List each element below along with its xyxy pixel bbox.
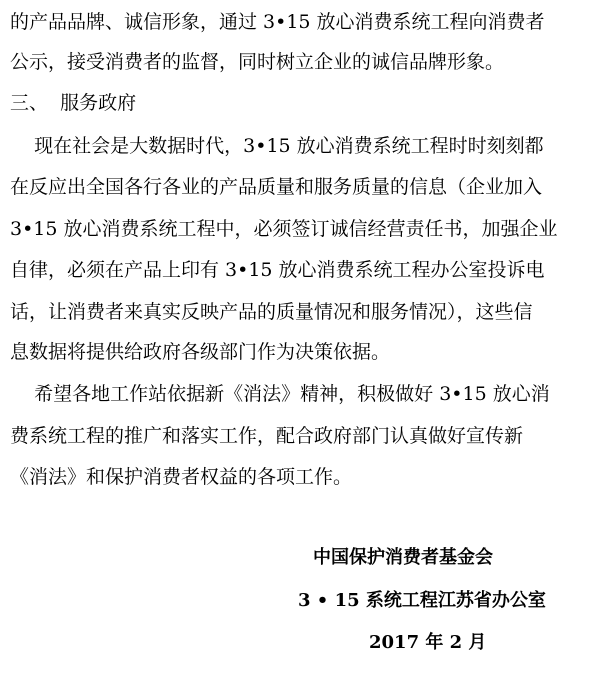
signature-office: 3 • 15 系统工程江苏省办公室: [298, 590, 546, 611]
body-line-9: 希望各地工作站依据新《消法》精神，积极做好 3•15 放心消: [10, 383, 550, 405]
body-line-3: 现在社会是大数据时代，3•15 放心消费系统工程时时刻刻都: [10, 135, 544, 157]
body-line-4: 在反应出全国各行各业的产品质量和服务质量的信息（企业加入: [10, 176, 543, 198]
section-heading: 三、 服务政府: [10, 92, 137, 114]
body-line-2: 公示，接受消费者的监督，同时树立企业的诚信品牌形象。: [10, 51, 505, 73]
signature-date: 2017 年 2 月: [369, 632, 487, 653]
body-line-5: 3•15 放心消费系统工程中，必须签订诚信经营责任书，加强企业: [10, 218, 558, 240]
body-line-6: 自律，必须在产品上印有 3•15 放心消费系统工程办公室投诉电: [10, 259, 545, 281]
body-line-11: 《消法》和保护消费者权益的各项工作。: [10, 466, 353, 488]
body-line-7: 话，让消费者来真实反映产品的质量情况和服务情况），这些信: [10, 301, 533, 323]
body-line-1: 的产品品牌、诚信形象，通过 3•15 放心消费系统工程向消费者: [10, 11, 545, 33]
body-line-8: 息数据将提供给政府各级部门作为决策依据。: [10, 341, 391, 363]
body-line-10: 费系统工程的推广和落实工作，配合政府部门认真做好宣传新: [10, 425, 524, 447]
signature-org: 中国保护消费者基金会: [313, 547, 493, 568]
